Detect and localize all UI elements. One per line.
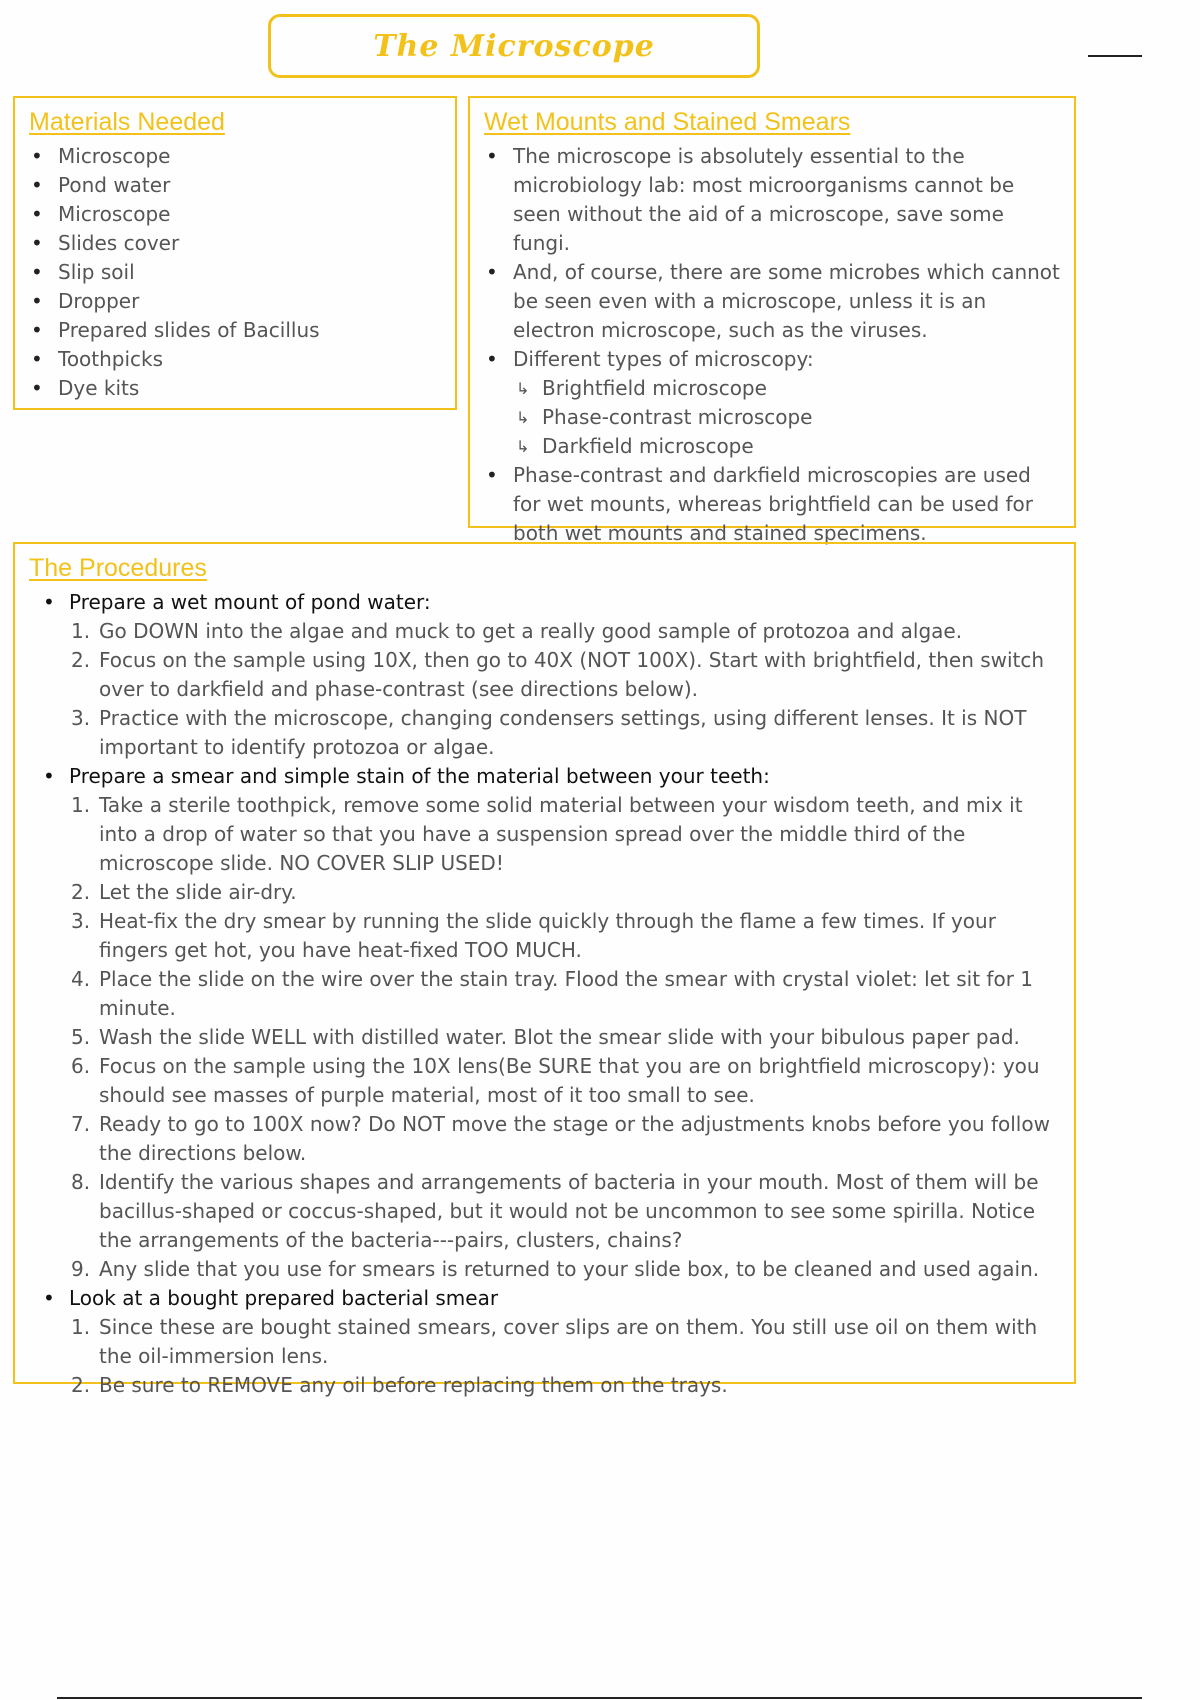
footer-rule	[57, 1697, 1142, 1699]
step-number: 6.	[71, 1054, 91, 1078]
step-text: Place the slide on the wire over the stain tray. Flood the smear with crystal violet: let sit for 1 minute.	[99, 967, 1034, 1020]
list-item: • Dropper	[29, 287, 455, 316]
step-text: Since these are bought stained smears, cover slips are on them. You still use oil on them with the oil-immersion lens.	[99, 1315, 1038, 1368]
procedure-title: • Prepare a wet mount of pond water:	[29, 588, 1064, 617]
procedure-step	[29, 1168, 1064, 1255]
step-text: Take a sterile toothpick, remove some solid material between your wisdom teeth, and mix it into a drop of water so that you have a suspension spread over the middle third of the microscope slide. NO COVER SLIP USED!	[99, 793, 1023, 875]
step-text: Wash the slide WELL with distilled water. Blot the smear slide with your bibulous paper pad.	[99, 1025, 1020, 1049]
procedure-step	[29, 791, 1064, 878]
list-item: • And, of course, there are some microbes which cannot be seen even with a microscope, unless it is an electron microscope, such as the viruses.	[484, 258, 1064, 345]
step-text: Identify the various shapes and arrangements of bacteria in your mouth. Most of them will be bacillus-shaped or coccus-shaped, but it would not be uncommon to see some spirilla. Notice the arrangements of the bacteria---pairs, clusters, chains?	[99, 1170, 1039, 1252]
step-number: 1.	[71, 619, 91, 643]
wet-mounts-heading: Wet Mounts and Stained Smears	[484, 108, 851, 136]
list-item: • Different types of microscopy:	[484, 345, 1064, 374]
page-title: The Microscope	[373, 28, 655, 64]
list-item: • Dye kits	[29, 374, 455, 403]
sub-list-item: ↳ Phase-contrast microscope	[484, 403, 1064, 432]
title-box	[268, 14, 760, 78]
procedure-step	[29, 704, 1064, 762]
header-rule	[1088, 55, 1142, 57]
procedure-step	[29, 1023, 1064, 1052]
procedure-step	[29, 1255, 1064, 1284]
step-text: Ready to go to 100X now? Do NOT move the stage or the adjustments knobs before you follow the directions below.	[99, 1112, 1050, 1165]
step-number: 7.	[71, 1112, 91, 1136]
list-item: • Microscope	[29, 142, 455, 171]
step-number: 8.	[71, 1170, 91, 1194]
list-item: • Microscope	[29, 200, 455, 229]
procedures-section	[13, 542, 1076, 1397]
step-number: 2.	[71, 648, 91, 672]
list-item: • Phase-contrast and darkfield microscopies are used for wet mounts, whereas brightfield can be used for both wet mounts and stained specimens.	[484, 461, 1064, 548]
procedure-step	[29, 617, 1064, 646]
step-text: Let the slide air-dry.	[99, 880, 297, 904]
step-number: 2.	[71, 880, 91, 904]
step-number: 1.	[71, 1315, 91, 1339]
materials-section	[13, 96, 457, 410]
materials-list	[29, 142, 455, 403]
step-number: 5.	[71, 1025, 91, 1049]
procedure-step	[29, 646, 1064, 704]
step-number: 3.	[71, 909, 91, 933]
materials-heading: Materials Needed	[29, 108, 225, 136]
procedure-step	[29, 907, 1064, 965]
procedure-step	[29, 1371, 1064, 1400]
list-item: • Prepared slides of Bacillus	[29, 316, 455, 345]
step-text: Any slide that you use for smears is returned to your slide box, to be cleaned and used again.	[99, 1257, 1040, 1281]
procedure-title: • Prepare a smear and simple stain of the material between your teeth:	[29, 762, 1064, 791]
step-number: 9.	[71, 1257, 91, 1281]
procedure-step	[29, 965, 1064, 1023]
step-text: Heat-fix the dry smear by running the slide quickly through the flame a few times. If your fingers get hot, you have heat-fixed TOO MUCH.	[99, 909, 996, 962]
procedures-heading: The Procedures	[29, 554, 207, 582]
step-number: 3.	[71, 706, 91, 730]
procedure-step	[29, 1110, 1064, 1168]
step-text: Practice with the microscope, changing condensers settings, using different lenses. It is NOT important to identify protozoa or algae.	[99, 706, 1027, 759]
list-item: • Slides cover	[29, 229, 455, 258]
step-text: Focus on the sample using the 10X lens(Be SURE that you are on brightfield microscopy): you should see masses of purple material, most of it too small to see.	[99, 1054, 1040, 1107]
procedure-step	[29, 1052, 1064, 1110]
list-item: • The microscope is absolutely essential to the microbiology lab: most microorganisms cannot be seen without the aid of a microscope, save some fungi.	[484, 142, 1064, 258]
procedure-title: • Look at a bought prepared bacterial smear	[29, 1284, 1064, 1313]
step-text: Go DOWN into the algae and muck to get a really good sample of protozoa and algae.	[99, 619, 963, 643]
step-number: 2.	[71, 1373, 91, 1397]
sub-list-item: ↳ Brightfield microscope	[484, 374, 1064, 403]
procedure-step	[29, 878, 1064, 907]
step-text: Focus on the sample using 10X, then go to 40X (NOT 100X). Start with brightfield, then switch over to darkfield and phase-contrast (see directions below).	[99, 648, 1045, 701]
step-number: 4.	[71, 967, 91, 991]
sub-list-item: ↳ Darkfield microscope	[484, 432, 1064, 461]
list-item: • Slip soil	[29, 258, 455, 287]
step-number: 1.	[71, 793, 91, 817]
list-item: • Toothpicks	[29, 345, 455, 374]
list-item: • Pond water	[29, 171, 455, 200]
step-text: Be sure to REMOVE any oil before replacing them on the trays.	[99, 1373, 728, 1397]
procedure-step	[29, 1313, 1064, 1371]
wet-mounts-section	[468, 96, 1076, 545]
wet-mounts-list	[484, 142, 1064, 548]
